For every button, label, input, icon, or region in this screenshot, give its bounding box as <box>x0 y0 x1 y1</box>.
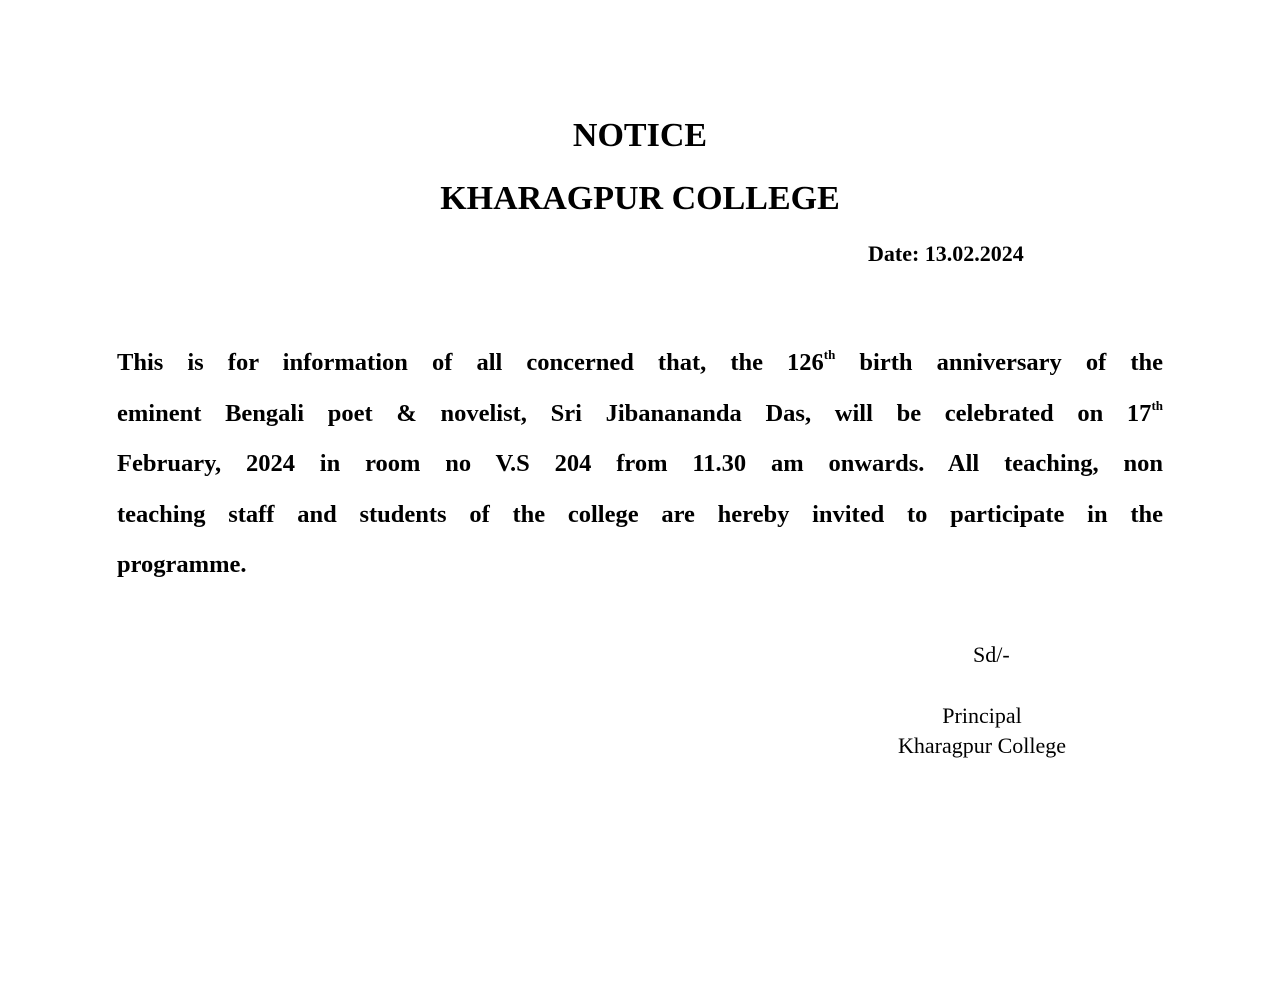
body-line-1-text-b: birth anniversary of the <box>835 349 1163 376</box>
notice-heading: NOTICE <box>572 117 708 154</box>
body-line-2 <box>117 389 1163 440</box>
body-line-1-text-a: This is for information of all concerned that, the 126 <box>117 349 824 376</box>
ordinal-suffix: th <box>823 347 836 362</box>
notice-date: Date: 13.02.2024 <box>868 241 1024 266</box>
body-line-2-text: eminent Bengali poet & novelist, Sri Jibanananda Das, will be celebrated on 17 <box>117 399 1152 427</box>
signatory-designation: Principal <box>942 703 1022 728</box>
signature-mark: Sd/- <box>973 642 1010 667</box>
institution-title: KHARAGPUR COLLEGE <box>440 180 840 217</box>
body-line-3: February, 2024 in room no V.S 204 from 11.30 am onwards. All teaching, non <box>117 450 1163 477</box>
signatory-block <box>860 701 1104 761</box>
notice-body <box>117 338 1163 591</box>
body-line-1 <box>117 338 1163 389</box>
ordinal-suffix: th <box>1151 397 1163 413</box>
signatory-institution: Kharagpur College <box>898 733 1066 758</box>
body-line-4: teaching staff and students of the college are hereby invited to participate in the <box>117 500 1163 528</box>
body-line-5: programme. <box>117 551 247 578</box>
